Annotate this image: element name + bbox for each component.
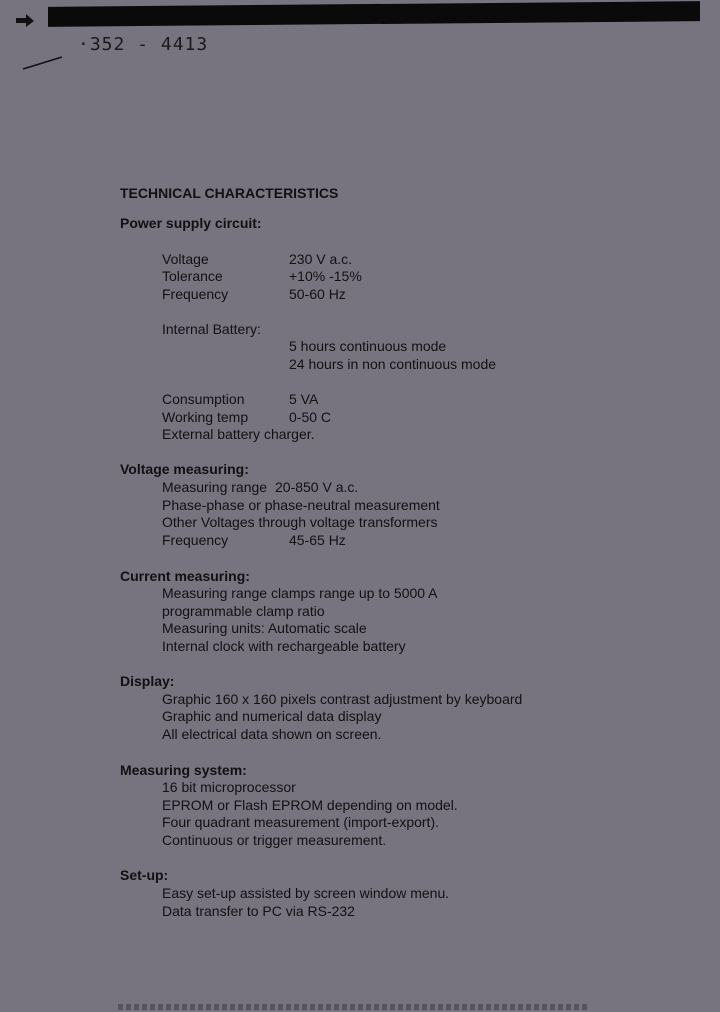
temp-label: Working temp [162,409,249,425]
voltage-line3: Other Voltages through voltage transformers [162,514,438,530]
battery-line1: 5 hours continuous mode [289,338,447,354]
voltage-line2: Phase-phase or phase-neutral measurement [162,497,440,513]
temp-value: 0-50 C [289,409,332,425]
display-line: All electrical data shown on screen. [162,726,382,742]
arrow-icon [16,12,36,28]
voltage-value: 230 V a.c. [289,251,353,267]
voltage-freq-value: 45-65 Hz [289,532,346,548]
current-heading: Current measuring: [120,568,250,584]
display-heading: Display: [120,673,175,689]
footer-smudge [118,1004,588,1010]
battery-line2: 24 hours in non continuous mode [289,356,497,372]
page-title: TECHNICAL CHARACTERISTICS [120,185,339,201]
handwritten-stroke [22,55,64,71]
battery-label: Internal Battery: [162,321,261,337]
consumption-value: 5 VA [289,391,319,407]
current-line: Internal clock with rechargeable battery [162,638,406,654]
setup-line: Data transfer to PC via RS-232 [162,903,355,919]
current-line: programmable clamp ratio [162,603,325,619]
measuring-system-line: 16 bit microprocessor [162,779,296,795]
fax-header-bar [48,1,700,27]
handwritten-note: ·352 - 4413 [78,34,209,55]
measuring-system-line: Four quadrant measurement (import-export). [162,814,439,830]
frequency-label: Frequency [162,286,229,302]
measuring-system-line: Continuous or trigger measurement. [162,832,387,848]
charger-line: External battery charger. [162,426,315,442]
range-value: 20-850 V a.c. [275,479,359,495]
range-label: Measuring range [162,479,268,495]
tolerance-value: +10% -15% [289,268,362,284]
consumption-label: Consumption [162,391,245,407]
current-line: Measuring range clamps range up to 5000 A [162,585,438,601]
frequency-value: 50-60 Hz [289,286,346,302]
measuring-system-heading: Measuring system: [120,762,247,778]
power-heading: Power supply circuit: [120,215,262,231]
setup-heading: Set-up: [120,867,169,883]
voltage-label: Voltage [162,251,209,267]
setup-line: Easy set-up assisted by screen window menu. [162,885,450,901]
measuring-system-line: EPROM or Flash EPROM depending on model. [162,797,458,813]
display-line: Graphic 160 x 160 pixels contrast adjustment by keyboard [162,691,523,707]
voltage-heading: Voltage measuring: [120,461,249,477]
tolerance-label: Tolerance [162,268,223,284]
current-line: Measuring units: Automatic scale [162,620,367,636]
display-line: Graphic and numerical data display [162,708,382,724]
voltage-freq-label: Frequency [162,532,229,548]
